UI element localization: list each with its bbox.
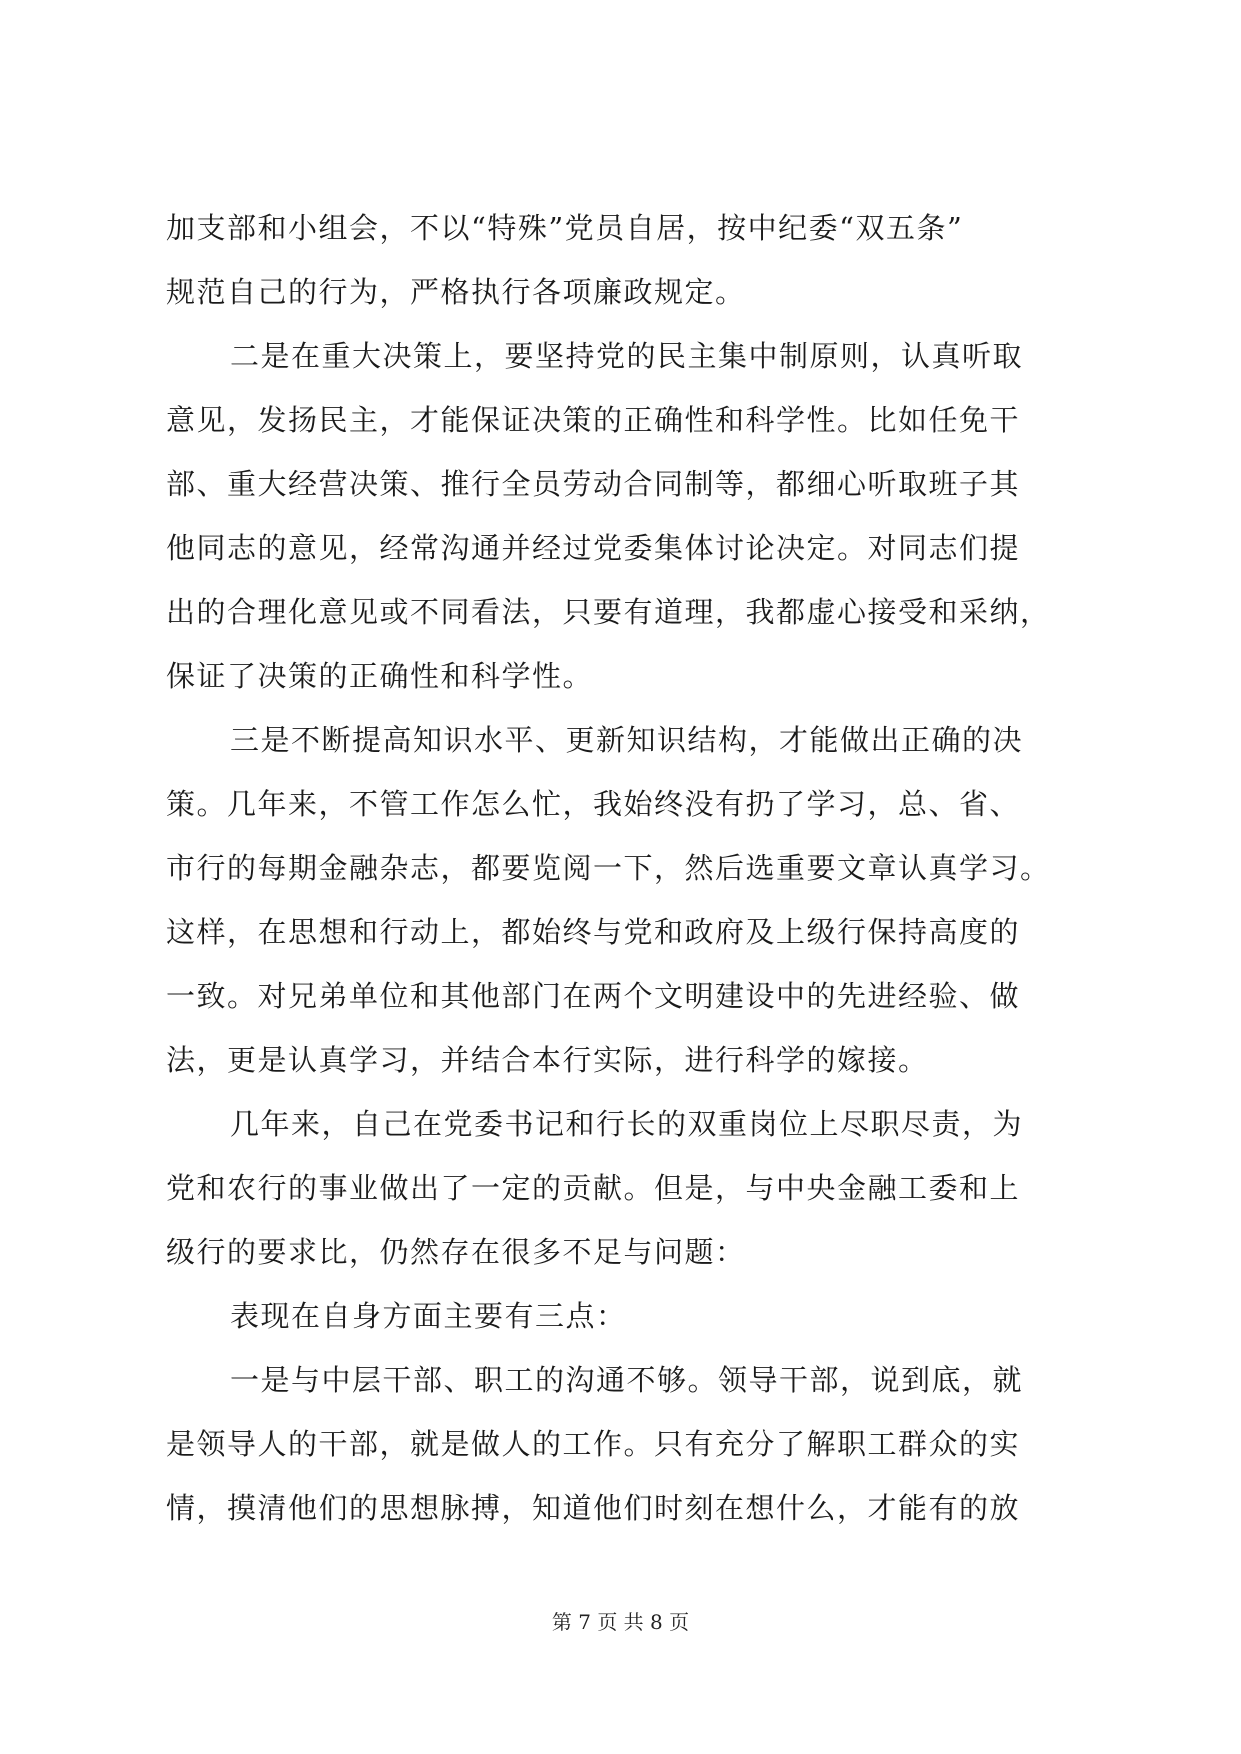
text-line: 一是与中层干部、职工的沟通不够。领导干部，说到底，就 bbox=[230, 1363, 1024, 1397]
text-line: 规范自己的行为，严格执行各项廉政规定。 bbox=[166, 275, 746, 309]
text-line: 出的合理化意见或不同看法，只要有道理，我都虚心接受和采纳， bbox=[166, 595, 1051, 629]
text-line: 党和农行的事业做出了一定的贡献。但是，与中央金融工委和上 bbox=[166, 1171, 1021, 1205]
text-line: 加支部和小组会，不以“特殊”党员自居，按中纪委“双五条” bbox=[166, 211, 964, 245]
text-line: 三是不断提高知识水平、更新知识结构，才能做出正确的决 bbox=[230, 723, 1024, 757]
text-line: 这样，在思想和行动上，都始终与党和政府及上级行保持高度的 bbox=[166, 915, 1021, 949]
paragraph bbox=[166, 708, 1081, 1092]
paragraph bbox=[166, 196, 1081, 324]
text-line: 情，摸清他们的思想脉搏，知道他们时刻在想什么，才能有的放 bbox=[166, 1491, 1021, 1525]
text-line: 策。几年来，不管工作怎么忙，我始终没有扔了学习，总、省、 bbox=[166, 787, 1021, 821]
text-line: 他同志的意见，经常沟通并经过党委集体讨论决定。对同志们提 bbox=[166, 531, 1021, 565]
text-line: 是领导人的干部，就是做人的工作。只有充分了解职工群众的实 bbox=[166, 1427, 1021, 1461]
text-line: 二是在重大决策上，要坚持党的民主集中制原则，认真听取 bbox=[230, 339, 1024, 373]
paragraph bbox=[166, 1284, 1081, 1348]
page-number-footer: 第 7 页 共 8 页 bbox=[551, 1610, 690, 1634]
text-line: 级行的要求比，仍然存在很多不足与问题： bbox=[166, 1235, 746, 1269]
text-line: 一致。对兄弟单位和其他部门在两个文明建设中的先进经验、做 bbox=[166, 979, 1021, 1013]
text-line: 市行的每期金融杂志，都要览阅一下，然后选重要文章认真学习。 bbox=[166, 851, 1051, 885]
text-line: 保证了决策的正确性和科学性。 bbox=[166, 659, 594, 693]
paragraph bbox=[166, 1092, 1081, 1284]
document-body bbox=[166, 196, 1081, 1540]
paragraph bbox=[166, 324, 1081, 708]
text-line: 几年来，自己在党委书记和行长的双重岗位上尽职尽责，为 bbox=[230, 1107, 1024, 1141]
text-line: 部、重大经营决策、推行全员劳动合同制等，都细心听取班子其 bbox=[166, 467, 1021, 501]
paragraph bbox=[166, 1348, 1081, 1540]
text-line: 表现在自身方面主要有三点： bbox=[230, 1299, 627, 1333]
text-line: 法，更是认真学习，并结合本行实际，进行科学的嫁接。 bbox=[166, 1043, 929, 1077]
text-line: 意见，发扬民主，才能保证决策的正确性和科学性。比如任免干 bbox=[166, 403, 1021, 437]
